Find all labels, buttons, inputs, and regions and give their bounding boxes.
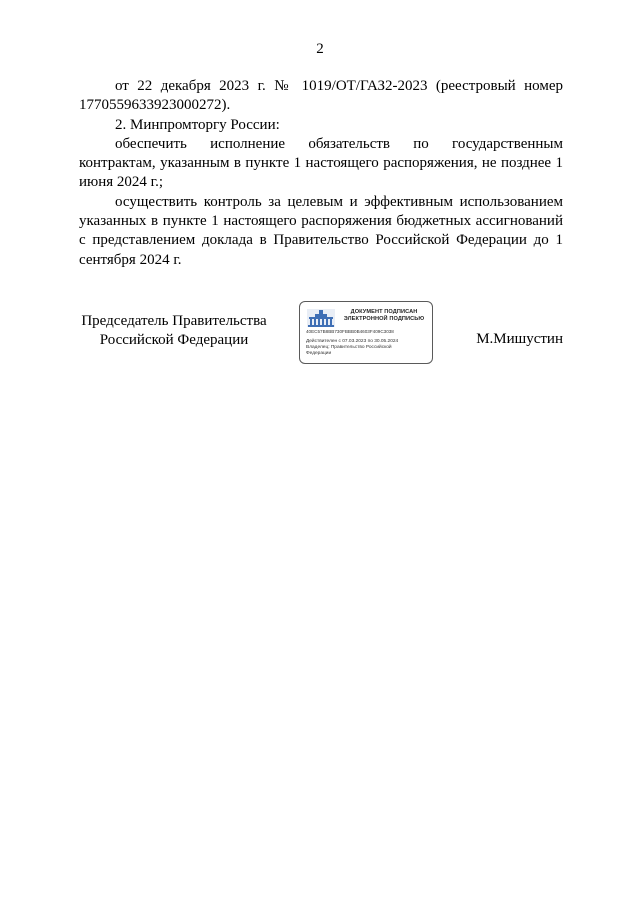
paragraph-item-2: 2. Минпромторгу России: <box>115 116 280 133</box>
signer-name: М.Мишустин <box>476 331 563 347</box>
stamp-owner: Владелец: Правительство Российской Федерации <box>306 345 392 356</box>
stamp-validity: Действителен с 07.03.2023 по 30.05.2024 <box>306 339 399 344</box>
paragraph-contract-reference: от 22 декабря 2023 г. № 1019/ОТ/ГАЗ2-2023 (реестровый номер 1770559633923000272). <box>79 78 563 114</box>
stamp-title: ДОКУМЕНТ ПОДПИСАН ЭЛЕКТРОННОЙ ПОДПИСЬЮ <box>343 309 425 322</box>
document-body <box>79 77 563 270</box>
page-number: 2 <box>316 41 324 57</box>
signer-position-line2: Российской Федерации <box>99 332 249 348</box>
signer-position-line1: Председатель Правительства <box>81 313 267 329</box>
signer-position <box>79 312 269 350</box>
stamp-certificate-number: 40EC57B8BB730FBBB0B4603F409C3038 <box>306 329 394 334</box>
government-building-icon <box>306 308 336 328</box>
paragraph-ensure-obligations: обеспечить исполнение обязательств по государственным контрактам, указанным в пункте 1 настоящего распоряжения, не позднее 1 июня 2024 г.; <box>79 135 563 191</box>
electronic-signature-stamp <box>299 301 433 364</box>
paragraph-control-spending: осуществить контроль за целевым и эффективным использованием указанных в пункте 1 настоящего распоряжения бюджетных ассигнований с представлением доклада в Правительство Российской Федерации до 1 сентября 2024 г. <box>79 193 563 268</box>
